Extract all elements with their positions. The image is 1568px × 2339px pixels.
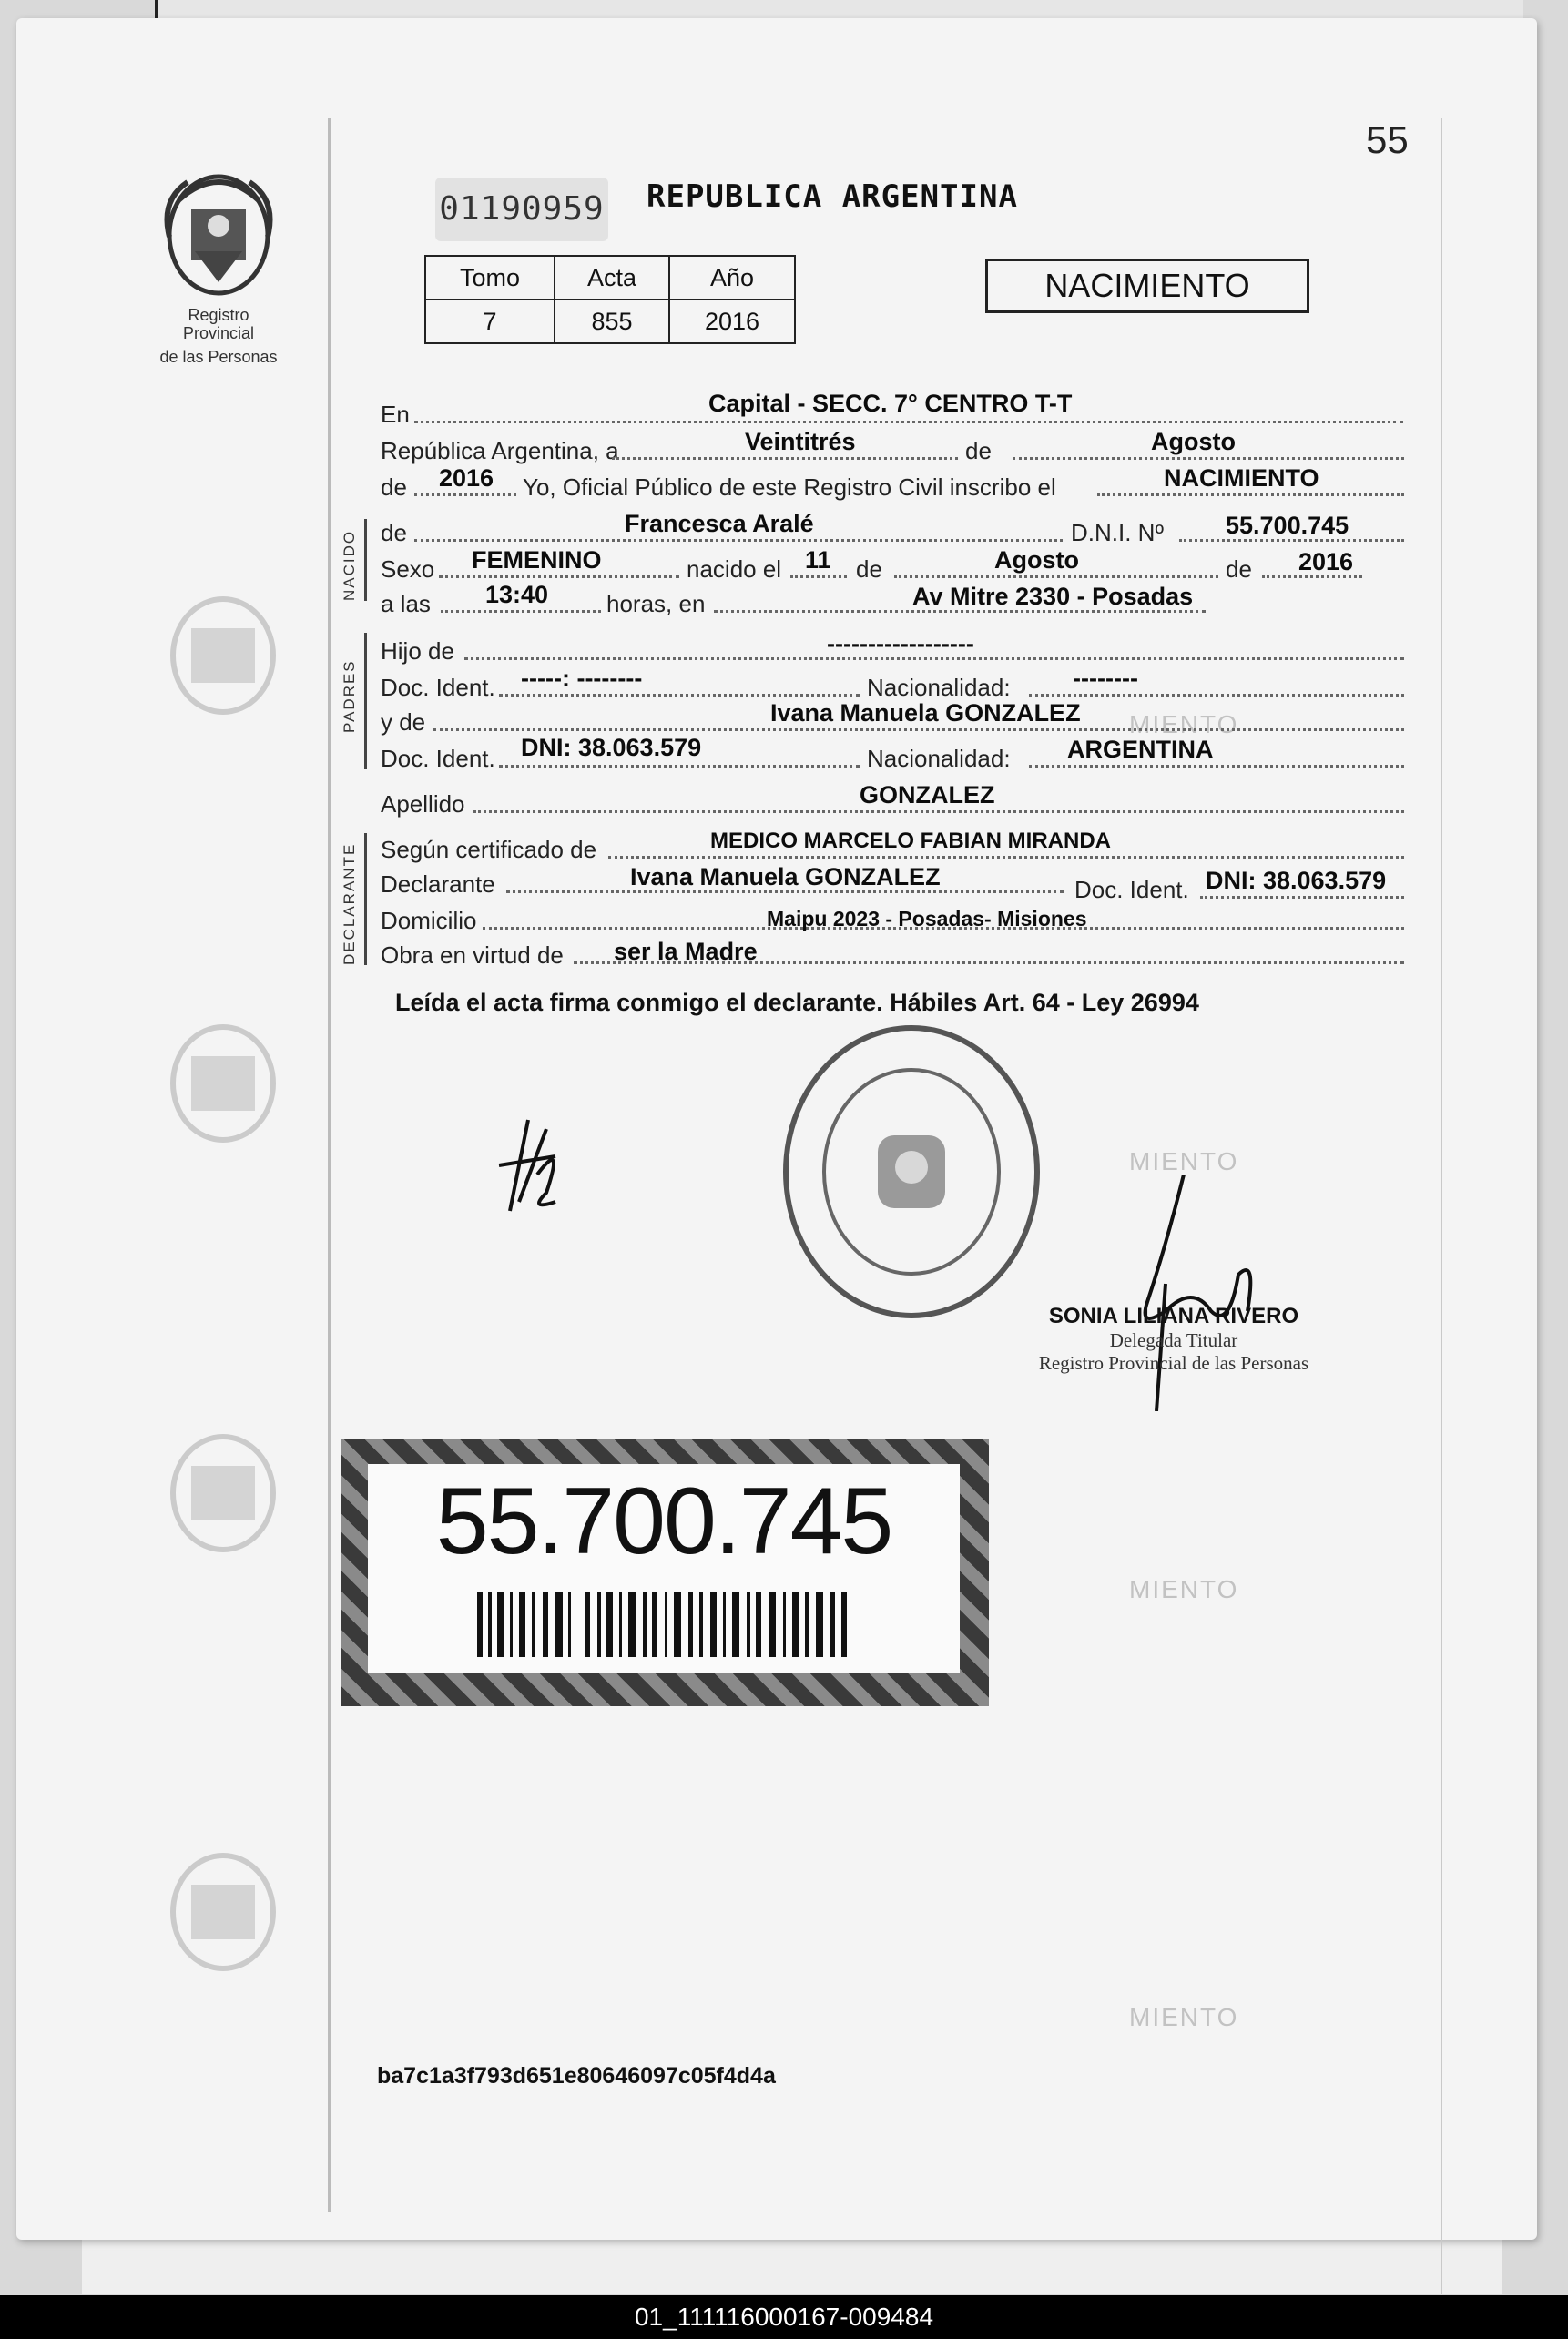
registry-table-value-row	[425, 300, 795, 343]
bleed-through-text: MIENTO	[1129, 2003, 1239, 2031]
bleed-through-text: MIENTO	[1129, 1147, 1239, 1175]
dotted-line	[414, 539, 1063, 542]
section-label-padres: PADRES	[341, 659, 358, 733]
value-sexo: FEMENINO	[472, 546, 602, 574]
page-number: 55	[1366, 118, 1409, 161]
value-mother: Ivana Manuela GONZALEZ	[770, 699, 1081, 727]
dotted-line	[499, 765, 860, 768]
act-type-box: NACIMIENTO	[985, 259, 1309, 313]
label-year-prefix: de	[381, 473, 407, 501]
label-sexo: Sexo	[381, 555, 435, 583]
right-rule	[1441, 118, 1442, 2294]
dotted-line	[414, 421, 1403, 423]
dni-sticker-number: 55.700.745	[435, 1469, 892, 1574]
value-doc-ident-father: -----: --------	[521, 665, 643, 692]
label-certificado: Según certificado de	[381, 836, 597, 863]
section-bar-declarante	[364, 833, 367, 965]
coat-of-arms-icon	[160, 164, 277, 300]
country-title: REPUBLICA ARGENTINA	[647, 178, 1018, 215]
dotted-line	[1013, 457, 1404, 460]
official-name: SONIA LILIANA RIVERO	[1048, 1304, 1299, 1328]
dotted-line	[441, 610, 601, 613]
label-en: En	[381, 401, 410, 428]
value-apellido: GONZALEZ	[860, 781, 995, 808]
label-doc-ident-father: Doc. Ident.	[381, 674, 495, 701]
dotted-line	[894, 575, 1218, 578]
value-child-name: Francesca Aralé	[625, 510, 814, 537]
value-inscription: NACIMIENTO	[1164, 464, 1319, 492]
dotted-line	[608, 856, 1404, 859]
barcode-icon	[477, 1592, 860, 1657]
value-anio: 2016	[669, 300, 795, 343]
dotted-line	[414, 493, 516, 496]
value-declarante: Ivana Manuela GONZALEZ	[630, 863, 941, 890]
official-signature-icon	[1129, 1175, 1275, 1411]
label-name: de	[381, 519, 407, 546]
dotted-line	[1029, 694, 1404, 697]
dotted-line	[1097, 493, 1404, 496]
dotted-line	[433, 728, 1404, 731]
ghost-seal-icon	[164, 1848, 282, 1976]
value-birth-place: Av Mitre 2330 - Posadas	[912, 583, 1194, 610]
section-bar-padres	[364, 633, 367, 769]
value-birth-year: 2016	[1298, 548, 1354, 575]
value-dni: 55.700.745	[1226, 512, 1349, 539]
label-birth-de: de	[856, 555, 882, 583]
label-doc-ident-mother: Doc. Ident.	[381, 745, 495, 772]
header-tomo: Tomo	[425, 256, 555, 300]
section-label-nacido: NACIDO	[341, 529, 358, 601]
serial-number: 01190959	[435, 178, 608, 241]
dotted-line	[612, 457, 958, 460]
value-birth-month: Agosto	[994, 546, 1079, 574]
official-role: Delegada Titular	[1109, 1329, 1238, 1351]
value-nacionalidad-mother: ARGENTINA	[1067, 736, 1214, 763]
value-nacionalidad-father: --------	[1073, 665, 1138, 692]
dni-sticker-inner	[368, 1464, 960, 1673]
value-domicilio: Maipu 2023 - Posadas- Misiones	[767, 907, 1087, 931]
dotted-line	[473, 810, 1404, 813]
seal-caption-line2: de las Personas	[159, 348, 278, 366]
dotted-line	[439, 575, 679, 578]
official-office: Registro Provincial de las Personas	[1038, 1352, 1309, 1374]
value-day: Veintitrés	[745, 428, 856, 455]
value-place-registration: Capital - SECC. 7° CENTRO T-T	[708, 390, 1073, 417]
dotted-line	[499, 694, 860, 697]
declarant-signature-icon	[492, 1102, 574, 1220]
label-nacido-el: nacido el	[687, 555, 782, 583]
label-a-las: a las	[381, 590, 431, 617]
header-acta: Acta	[555, 256, 669, 300]
value-decl-doc-ident: DNI: 38.063.579	[1206, 867, 1387, 894]
label-de: de	[965, 437, 992, 464]
label-dni: D.N.I. Nº	[1071, 519, 1164, 546]
label-domicilio: Domicilio	[381, 907, 477, 934]
value-father: ------------------	[827, 630, 974, 657]
ghost-seal-icon	[164, 1429, 282, 1557]
official-block	[1023, 1304, 1324, 1375]
dotted-line	[1029, 765, 1404, 768]
ghost-seal-icon	[164, 592, 282, 719]
value-birth-day: 11	[805, 546, 831, 574]
provincial-seal	[155, 164, 282, 366]
label-republica: República Argentina, a	[381, 437, 619, 464]
label-nacionalidad-mother: Nacionalidad:	[867, 745, 1011, 772]
registry-stamp-icon	[779, 1022, 1044, 1322]
ghost-seal-icon	[164, 1020, 282, 1147]
header-anio: Año	[669, 256, 795, 300]
margin-rule	[328, 118, 331, 2212]
label-birth-de2: de	[1226, 555, 1252, 583]
label-decl-doc-ident: Doc. Ident.	[1074, 876, 1189, 903]
label-declarante: Declarante	[381, 870, 495, 898]
footer-filename: 01_111116000167-009484	[0, 2295, 1568, 2339]
label-y-de: y de	[381, 708, 426, 736]
section-label-declarante: DECLARANTE	[341, 842, 358, 965]
value-certificado: MEDICO MARCELO FABIAN MIRANDA	[710, 829, 1111, 853]
dotted-line	[790, 575, 847, 578]
label-hijo-de: Hijo de	[381, 637, 454, 665]
value-year: 2016	[439, 464, 494, 492]
value-obra: ser la Madre	[614, 938, 758, 965]
bleed-through-text: MIENTO	[1129, 1575, 1239, 1603]
registry-table	[424, 255, 796, 344]
seal-caption-line1: Registro Provincial	[182, 306, 255, 342]
value-tomo: 7	[425, 300, 555, 343]
value-doc-ident-mother: DNI: 38.063.579	[521, 734, 702, 761]
closing-statement: Leída el acta firma conmigo el declarante. Hábiles Art. 64 - Ley 26994	[395, 989, 1199, 1016]
value-month: Agosto	[1151, 428, 1236, 455]
value-time: 13:40	[485, 581, 549, 608]
document-hash: ba7c1a3f793d651e80646097c05f4d4a	[377, 2063, 776, 2089]
label-nacionalidad-father: Nacionalidad:	[867, 674, 1011, 701]
dni-sticker	[341, 1439, 989, 1706]
officer-text: Yo, Oficial Público de este Registro Civil inscribo el	[523, 473, 1056, 501]
registry-table-header-row	[425, 256, 795, 300]
label-apellido: Apellido	[381, 790, 465, 818]
dotted-line	[1200, 896, 1404, 899]
section-bar-nacido	[364, 519, 367, 601]
label-obra: Obra en virtud de	[381, 941, 564, 969]
bleed-through-text: MIENTO	[1129, 710, 1239, 738]
value-acta: 855	[555, 300, 669, 343]
label-horas-en: horas, en	[606, 590, 706, 617]
